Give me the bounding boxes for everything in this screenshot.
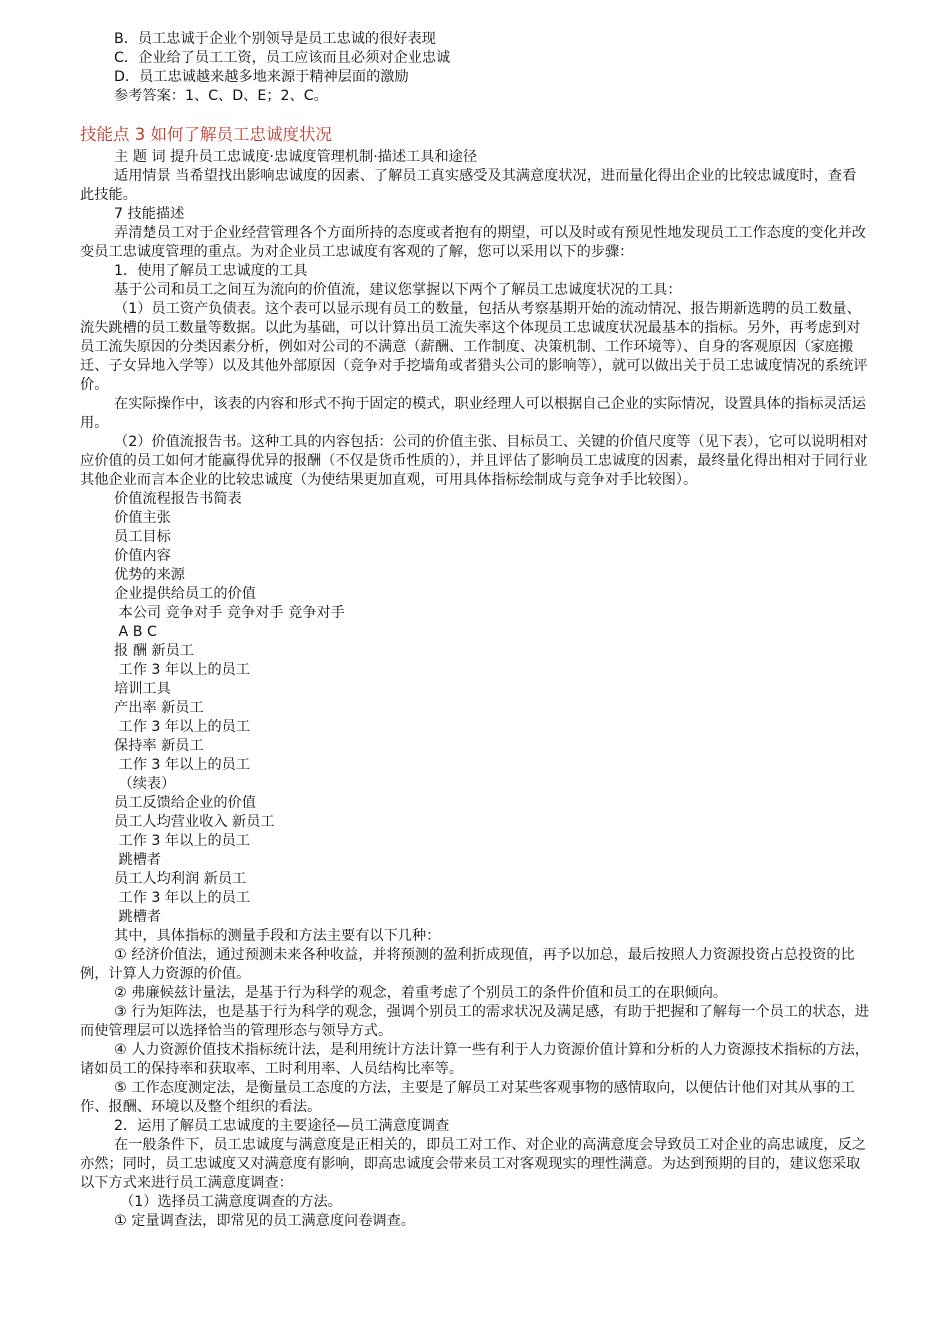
- table-line: 工作 3 年以上的员工: [114, 833, 251, 849]
- reference-answer: 参考答案：1、C、D、E；2、C。: [114, 88, 328, 104]
- paragraph: 在一般条件下，员工忠诚度与满意度是正相关的，即员工对工作、对企业的高满意度会导致员工对企业的高忠诚度，反之亦然；同时，员工忠诚度又对满意度有影响，即高忠诚度会带来员工对客观现实的理性满意。为达到预期的目的，建议您采取以下方式来进行员工满意度调查：: [80, 1137, 866, 1191]
- keywords: 主 题 词 提升员工忠诚度·忠诚度管理机制·描述工具和途径: [114, 149, 478, 165]
- table-line: 工作 3 年以上的员工: [114, 662, 251, 678]
- option-c: C．企业给了员工工资，员工应该而且必须对企业忠诚: [114, 50, 451, 66]
- paragraph: （1）员工资产负债表。这个表可以显示现有员工的数量，包括从考察基期开始的流动情况、报告期新选聘的员工数量、流失跳槽的员工数量等数据。以此为基础，可以计算出员工流失率这个体现员工忠诚度状况最基本的指标。另外，再考虑到对员工流失原因的分类因素分析，例如对公司的不满意（薪酬、工作制度、决策机制、工作环境等）、自身的客观原因（家庭搬迁、子女异地入学等）以及其他外部原因（竞争对手挖墙角或者猎头公司的影响等），就可以做出关于员工忠诚度情况的系统评价。: [80, 301, 868, 393]
- table-line: 价值内容: [114, 548, 171, 564]
- table-line: 企业提供给员工的价值: [114, 586, 256, 602]
- table-line: 员工反馈给企业的价值: [114, 795, 256, 811]
- table-line: 跳槽者: [114, 852, 162, 868]
- skill-description-title: 7 技能描述: [114, 206, 185, 222]
- table-line: 优势的来源: [114, 567, 185, 583]
- table-line: 本公司 竞争对手 竞争对手 竞争对手: [114, 605, 345, 621]
- table-line: 员工人均营业收入 新员工: [114, 814, 275, 830]
- table-line: 培训工具: [114, 681, 171, 697]
- option-d: D．员工忠诚越来越多地来源于精神层面的激励: [114, 69, 409, 85]
- option-b: B．员工忠诚于企业个别领导是员工忠诚的很好表现: [114, 31, 436, 47]
- paragraph: 在实际操作中，该表的内容和形式不拘于固定的模式，职业经理人可以根据自己企业的实际情况，设置具体的指标灵活运用。: [80, 396, 866, 431]
- method-item: ④ 人力资源价值技术指标统计法，是利用统计方法计算一些有利于人力资源价值计算和分析的人力资源技术指标的方法，诸如员工的保持率和获取率、工时利用率、人员结构比率等。: [80, 1042, 869, 1077]
- method-item: ① 经济价值法，通过预测未来各种收益，并将预测的盈利折成现值，再予以加总，最后按照人力资源投资占总投资的比例，计算人力资源的价值。: [80, 947, 855, 982]
- table-line: 工作 3 年以上的员工: [114, 719, 251, 735]
- method-item: ⑤ 工作态度测定法，是衡量员工态度的方法，主要是了解员工对某些客观事物的感情取向，以便估计他们对其从事的工作、报酬、环境以及整个组织的看法。: [80, 1080, 855, 1115]
- table-line: 跳槽者: [114, 909, 162, 925]
- table-line: （续表）: [114, 776, 176, 792]
- method-item: ① 定量调查法，即常见的员工满意度问卷调查。: [114, 1213, 415, 1229]
- table-line: 报 酬 新员工: [114, 643, 194, 659]
- table-line: A B C: [114, 624, 157, 640]
- table-line: 产出率 新员工: [114, 700, 204, 716]
- section-heading: 技能点 3 如何了解员工忠诚度状况: [80, 125, 332, 144]
- document-page: [80, 30, 870, 1231]
- table-line: 保持率 新员工: [114, 738, 204, 754]
- table-title: 价值流程报告书简表: [114, 491, 242, 507]
- table-line: 工作 3 年以上的员工: [114, 757, 251, 773]
- table-line: 价值主张: [114, 510, 171, 526]
- method-item: ③ 行为矩阵法，也是基于行为科学的观念，强调个别员工的需求状况及满足感，有助于把握和了解每一个员工的状态，进而使管理层可以选择恰当的管理形态与领导方式。: [80, 1004, 869, 1039]
- paragraph: 弄清楚员工对于企业经营管理各个方面所持的态度或者抱有的期望，可以及时或有预见性地发现员工工作态度的变化并改变员工忠诚度管理的重点。为对企业员工忠诚度有客观的了解，您可以采用以下的步骤：: [80, 225, 866, 260]
- table-line: 员工人均利润 新员工: [114, 871, 247, 887]
- paragraph: 其中，具体指标的测量手段和方法主要有以下几种：: [114, 928, 441, 944]
- step-title: 1．使用了解员工忠诚度的工具: [114, 263, 308, 279]
- applicable-scenario: 适用情景 当希望找出影响忠诚度的因素、了解员工真实感受及其满意度状况，进而量化得出企业的比较忠诚度时，查看此技能。: [80, 168, 857, 203]
- paragraph: 基于公司和员工之间互为流向的价值流，建议您掌握以下两个了解员工忠诚度状况的工具：: [114, 282, 682, 298]
- step-title: 2．运用了解员工忠诚度的主要途径—员工满意度调查: [114, 1118, 450, 1134]
- table-line: 工作 3 年以上的员工: [114, 890, 251, 906]
- paragraph: （2）价值流报告书。这种工具的内容包括：公司的价值主张、目标员工、关键的价值尺度等（见下表），它可以说明相对应价值的员工如何才能赢得优异的报酬（不仅是货币性质的），并且评估了影响员工忠诚度的因素，最终量化得出相对于同行业其他企业而言本企业的比较忠诚度（为使结果更加直观，可用具体指标绘制成与竞争对手比较图）。: [80, 434, 868, 488]
- method-item: ② 弗廉候兹计量法，是基于行为科学的观念，着重考虑了个别员工的条件价值和员工的在职倾向。: [114, 985, 728, 1001]
- sub-step-title: （1）选择员工满意度调查的方法。: [120, 1194, 342, 1210]
- table-line: 员工目标: [114, 529, 171, 545]
